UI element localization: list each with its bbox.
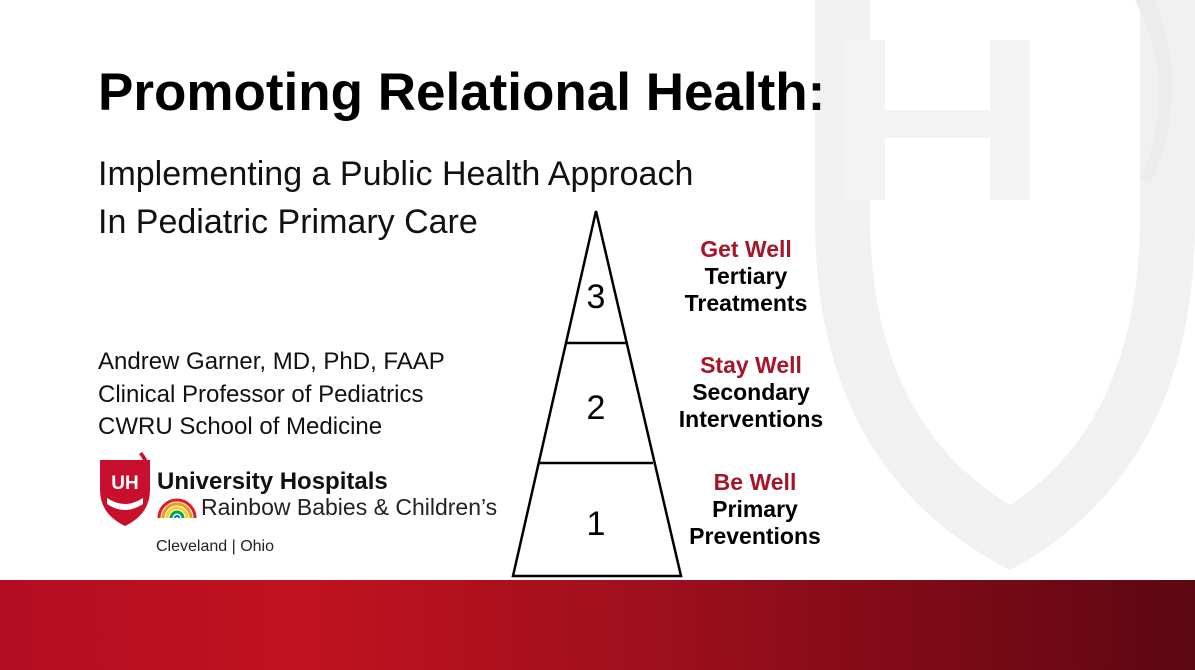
tier-3-heading: Get Well (700, 236, 792, 262)
logo-location: Cleveland | Ohio (156, 538, 274, 555)
footer-band (0, 580, 1195, 670)
author-affiliation: CWRU School of Medicine (98, 413, 383, 440)
author-block (98, 346, 445, 444)
uh-logo (98, 452, 498, 562)
tier-2-label (658, 352, 844, 433)
tier-2-line-1: Secondary (692, 379, 810, 405)
tier-3-line-1: Tertiary (704, 263, 788, 289)
tier-3-number: 3 (586, 278, 606, 316)
subtitle-line-1: Implementing a Public Health Approach (98, 155, 694, 193)
logo-subname: Rainbow Babies & Children’s (201, 494, 498, 520)
slide-title: Promoting Relational Health: (98, 63, 826, 122)
uh-shield-text: UH (111, 473, 139, 494)
tier-1-line-1: Primary (712, 496, 798, 522)
tier-2-heading: Stay Well (700, 352, 802, 378)
tier-2-line-2: Interventions (678, 406, 824, 432)
tier-3-label (665, 236, 827, 317)
author-name: Andrew Garner, MD, PhD, FAAP (98, 348, 445, 375)
tier-1-label (672, 469, 838, 550)
author-position: Clinical Professor of Pediatrics (98, 380, 424, 408)
tier-1-line-2: Preventions (689, 523, 821, 549)
subtitle-line-2: In Pediatric Primary Care (98, 203, 478, 241)
tier-3-line-2: Treatments (684, 290, 808, 316)
uh-shield-icon (98, 452, 154, 528)
tier-1-heading: Be Well (713, 469, 797, 495)
rainbow-icon (156, 498, 198, 518)
tier-1-number: 1 (586, 505, 606, 543)
logo-name: University Hospitals (157, 468, 388, 495)
tier-2-number: 2 (586, 389, 606, 427)
